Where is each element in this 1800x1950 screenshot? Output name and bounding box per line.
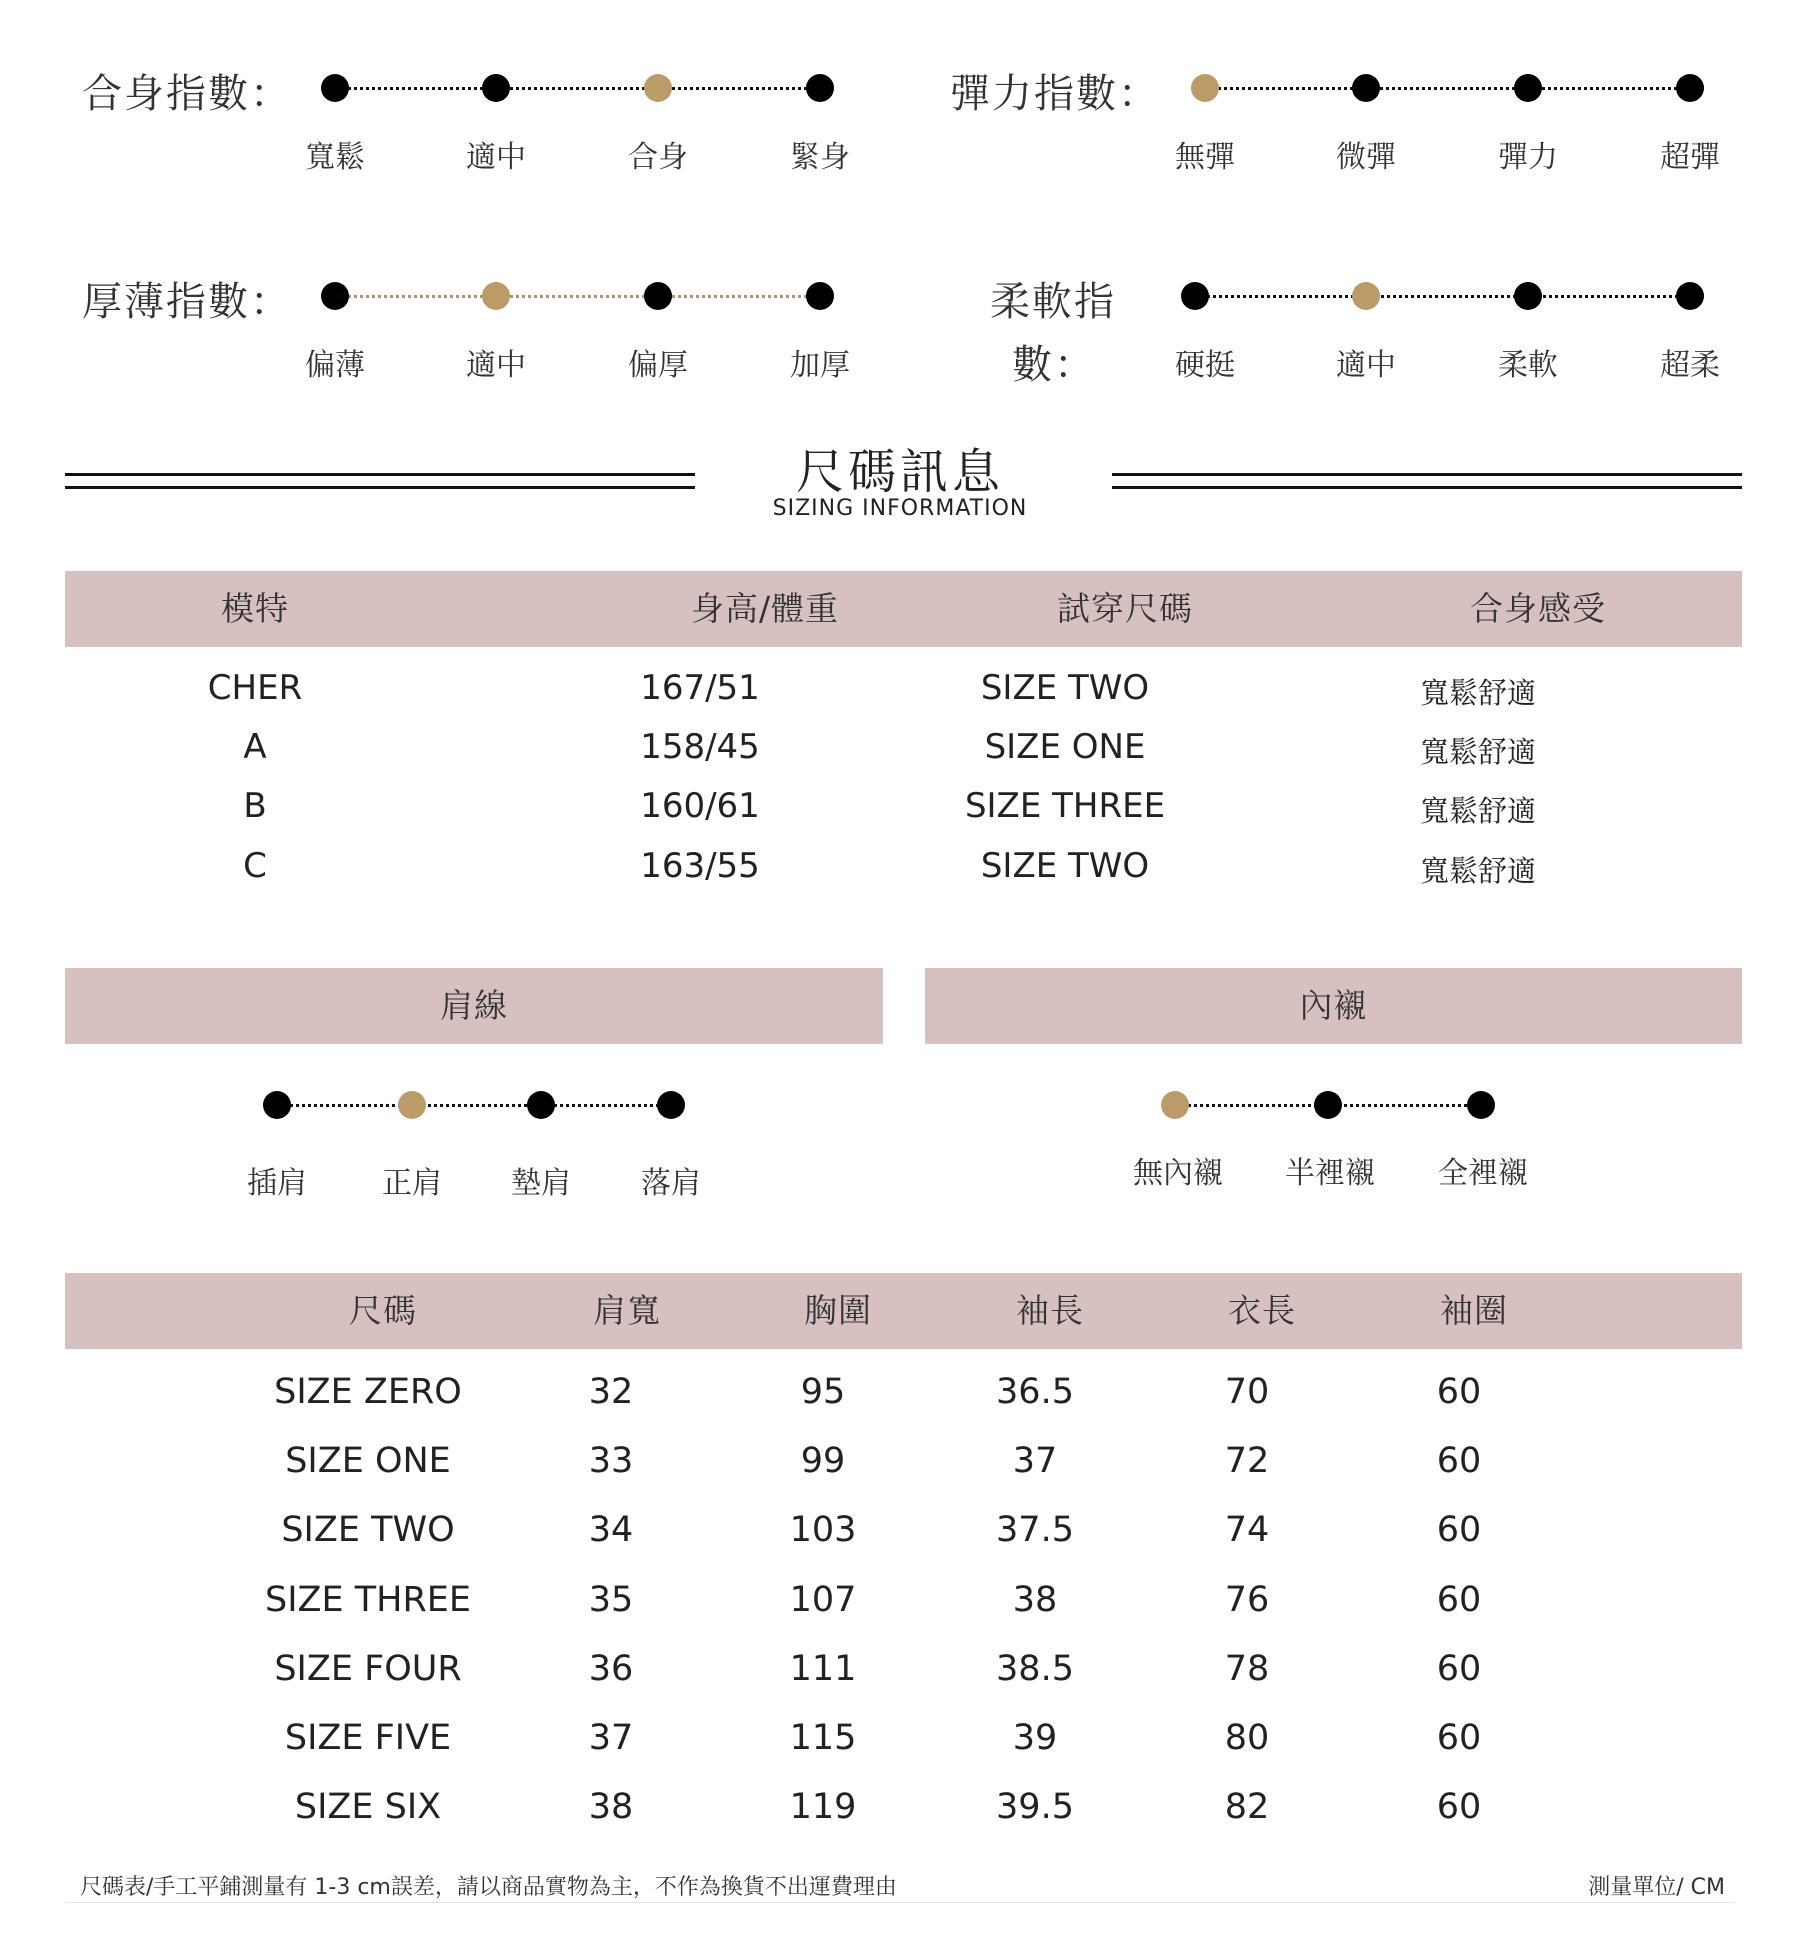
size-table-cell: 95 bbox=[800, 1372, 846, 1412]
elasticity-dot bbox=[1676, 74, 1704, 102]
thickness-option-label: 加厚 bbox=[790, 348, 850, 383]
fit-dot bbox=[482, 74, 510, 102]
fit-option-label: 寬鬆 bbox=[305, 140, 365, 175]
size-table-cell: SIZE ONE bbox=[285, 1441, 451, 1481]
size-header-cell: 胸圍 bbox=[804, 1291, 872, 1330]
softness-option-label: 柔軟 bbox=[1498, 348, 1558, 383]
size-table-cell: SIZE FIVE bbox=[284, 1718, 452, 1758]
model-table-cell: 寬鬆舒適 bbox=[1419, 735, 1536, 769]
shoulder-option-label: 落肩 bbox=[641, 1166, 701, 1201]
size-table-cell: 36.5 bbox=[996, 1372, 1074, 1412]
thickness-dot bbox=[644, 282, 672, 310]
size-table-cell: 38 bbox=[588, 1787, 634, 1827]
size-table-cell: 38 bbox=[1012, 1580, 1058, 1620]
size-table-cell: 60 bbox=[1436, 1718, 1482, 1758]
size-table-cell: 103 bbox=[789, 1510, 857, 1550]
thickness-dot bbox=[321, 282, 349, 310]
size-table-cell: 36 bbox=[588, 1649, 634, 1689]
footer-divider bbox=[65, 1902, 1735, 1903]
size-table-cell: SIZE TWO bbox=[281, 1510, 455, 1550]
thickness-option-label: 偏薄 bbox=[305, 348, 365, 383]
size-table-cell: 119 bbox=[789, 1787, 857, 1827]
size-table-cell: 60 bbox=[1436, 1649, 1482, 1689]
size-table-cell: 33 bbox=[588, 1441, 634, 1481]
size-table-cell: 60 bbox=[1436, 1441, 1482, 1481]
model-table-cell: SIZE TWO bbox=[980, 668, 1150, 708]
size-table-cell: 72 bbox=[1224, 1441, 1270, 1481]
size-table-cell: 37 bbox=[1012, 1441, 1058, 1481]
size-table-cell: 78 bbox=[1224, 1649, 1270, 1689]
model-table-cell: 寬鬆舒適 bbox=[1419, 794, 1536, 828]
model-header-cell: 試穿尺碼 bbox=[1057, 589, 1193, 628]
elasticity-index-title: 彈力指數： bbox=[950, 71, 1160, 117]
size-table-cell: 39.5 bbox=[996, 1787, 1074, 1827]
model-table-cell: A bbox=[243, 727, 267, 767]
size-table-cell: 60 bbox=[1436, 1510, 1482, 1550]
model-header-cell: 身高/體重 bbox=[690, 589, 840, 628]
size-header-cell: 袖長 bbox=[1016, 1291, 1084, 1330]
model-table-cell: SIZE ONE bbox=[984, 727, 1146, 767]
footer-unit: 測量單位/ CM bbox=[1588, 1875, 1725, 1900]
size-table-cell: 34 bbox=[588, 1510, 634, 1550]
lining-scale bbox=[1175, 1088, 1481, 1122]
model-table-cell: 167/51 bbox=[640, 668, 760, 708]
model-table-cell: 163/55 bbox=[640, 846, 760, 886]
softness-index-scale bbox=[1195, 279, 1690, 313]
size-header-cell: 尺碼 bbox=[349, 1291, 417, 1330]
fit-option-label: 緊身 bbox=[790, 140, 850, 175]
shoulder-scale bbox=[277, 1088, 671, 1122]
size-table-cell: 76 bbox=[1224, 1580, 1270, 1620]
lining-dot-selected bbox=[1161, 1091, 1189, 1119]
model-table-cell: CHER bbox=[207, 668, 303, 708]
lining-dot bbox=[1467, 1091, 1495, 1119]
lining-title: 內襯 bbox=[1299, 986, 1368, 1025]
thickness-dot-selected bbox=[482, 282, 510, 310]
thickness-option-label: 適中 bbox=[466, 348, 526, 383]
footer-note: 尺碼表/手工平鋪測量有 1-3 cm誤差，請以商品實物為主，不作為換貨不出運費理由 bbox=[80, 1875, 897, 1900]
thickness-index-scale bbox=[335, 279, 820, 313]
size-header-cell: 袖圈 bbox=[1440, 1291, 1508, 1330]
thickness-dot bbox=[806, 282, 834, 310]
fit-option-label: 合身 bbox=[628, 140, 688, 175]
model-header-cell: 模特 bbox=[221, 589, 289, 628]
fit-index-scale bbox=[335, 71, 820, 105]
model-table-cell: 158/45 bbox=[640, 727, 760, 767]
shoulder-dot bbox=[657, 1091, 685, 1119]
lining-header bbox=[925, 968, 1742, 1044]
size-table-cell: 60 bbox=[1436, 1787, 1482, 1827]
size-header-cell: 肩寬 bbox=[593, 1291, 661, 1330]
size-table-cell: 70 bbox=[1224, 1372, 1270, 1412]
model-table-cell: C bbox=[243, 846, 267, 886]
lining-option-label: 半裡襯 bbox=[1285, 1156, 1375, 1191]
shoulder-dot-selected bbox=[398, 1091, 426, 1119]
model-header-cell: 合身感受 bbox=[1470, 589, 1606, 628]
size-table-cell: 39 bbox=[1012, 1718, 1058, 1758]
softness-option-label: 超柔 bbox=[1660, 348, 1720, 383]
model-table-cell: SIZE TWO bbox=[980, 846, 1150, 886]
shoulder-dot bbox=[527, 1091, 555, 1119]
model-table-header bbox=[65, 571, 1742, 647]
thickness-index-title: 厚薄指數： bbox=[82, 279, 292, 325]
thickness-option-label: 偏厚 bbox=[628, 348, 688, 383]
softness-index-title: 柔軟指 bbox=[990, 279, 1116, 325]
lining-dot bbox=[1314, 1091, 1342, 1119]
elasticity-option-label: 微彈 bbox=[1336, 140, 1396, 175]
size-table-cell: 37 bbox=[588, 1718, 634, 1758]
elasticity-dot-selected bbox=[1191, 74, 1219, 102]
model-table-cell: 寬鬆舒適 bbox=[1419, 854, 1536, 888]
size-table-cell: SIZE SIX bbox=[294, 1787, 442, 1827]
size-table-cell: 60 bbox=[1436, 1580, 1482, 1620]
softness-dot bbox=[1181, 282, 1209, 310]
fit-option-label: 適中 bbox=[466, 140, 526, 175]
elasticity-option-label: 彈力 bbox=[1498, 140, 1558, 175]
model-table-cell: B bbox=[243, 786, 267, 826]
shoulder-option-label: 正肩 bbox=[382, 1166, 442, 1201]
fit-dot bbox=[321, 74, 349, 102]
size-table-cell: 35 bbox=[588, 1580, 634, 1620]
lining-option-label: 全裡襯 bbox=[1438, 1156, 1528, 1191]
size-table-cell: 99 bbox=[800, 1441, 846, 1481]
size-table-cell: SIZE FOUR bbox=[274, 1649, 462, 1689]
fit-dot-selected bbox=[644, 74, 672, 102]
fit-index-title: 合身指數： bbox=[82, 71, 292, 117]
size-table-cell: 38.5 bbox=[996, 1649, 1074, 1689]
softness-option-label: 適中 bbox=[1336, 348, 1396, 383]
elasticity-option-label: 無彈 bbox=[1175, 140, 1235, 175]
softness-dot-selected bbox=[1352, 282, 1380, 310]
softness-index-title-cont: 數： bbox=[1012, 342, 1096, 388]
section-subtitle: SIZING INFORMATION bbox=[772, 496, 1028, 521]
size-table-cell: 60 bbox=[1436, 1372, 1482, 1412]
size-header-cell: 衣長 bbox=[1228, 1291, 1296, 1330]
softness-dot bbox=[1514, 282, 1542, 310]
size-table-cell: SIZE ZERO bbox=[274, 1372, 462, 1412]
elasticity-dot bbox=[1514, 74, 1542, 102]
size-table-cell: 111 bbox=[789, 1649, 857, 1689]
softness-dot bbox=[1676, 282, 1704, 310]
section-title: 尺碼訊息 bbox=[795, 444, 1004, 500]
elasticity-option-label: 超彈 bbox=[1660, 140, 1720, 175]
size-table-cell: 37.5 bbox=[996, 1510, 1074, 1550]
elasticity-index-scale bbox=[1205, 71, 1690, 105]
size-table-cell: 32 bbox=[588, 1372, 634, 1412]
shoulder-option-label: 插肩 bbox=[247, 1166, 307, 1201]
model-table-cell: 160/61 bbox=[640, 786, 760, 826]
size-table-cell: 74 bbox=[1224, 1510, 1270, 1550]
shoulder-title: 肩線 bbox=[440, 986, 508, 1025]
size-table-cell: 115 bbox=[789, 1718, 857, 1758]
shoulder-option-label: 墊肩 bbox=[511, 1166, 571, 1201]
size-table-header bbox=[65, 1273, 1742, 1349]
softness-option-label: 硬挺 bbox=[1175, 348, 1235, 383]
lining-option-label: 無內襯 bbox=[1133, 1156, 1223, 1191]
size-table-cell: 80 bbox=[1224, 1718, 1270, 1758]
model-table-cell: 寬鬆舒適 bbox=[1419, 676, 1536, 710]
shoulder-dot bbox=[263, 1091, 291, 1119]
size-table-cell: SIZE THREE bbox=[264, 1580, 471, 1620]
size-table-cell: 107 bbox=[789, 1580, 857, 1620]
shoulder-header bbox=[65, 968, 883, 1044]
model-table-cell: SIZE THREE bbox=[964, 786, 1166, 826]
size-table-cell: 82 bbox=[1224, 1787, 1270, 1827]
elasticity-dot bbox=[1352, 74, 1380, 102]
fit-dot bbox=[806, 74, 834, 102]
